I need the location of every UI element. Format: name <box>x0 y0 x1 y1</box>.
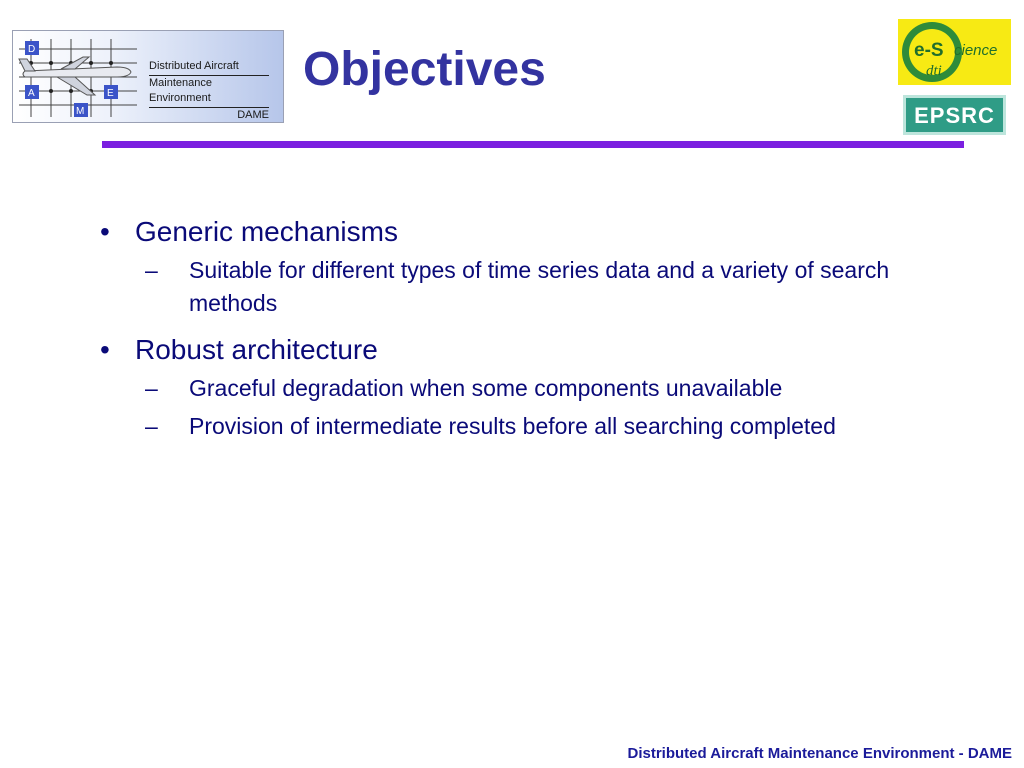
dame-grid-airplane-icon <box>17 37 145 119</box>
slide-title: Objectives <box>303 43 546 96</box>
epsrc-logo-text: EPSRC <box>914 103 995 128</box>
epsrc-logo <box>903 95 1006 135</box>
escience-logo-cience: cience <box>954 42 998 59</box>
bullet-text: Generic mechanisms <box>135 216 398 247</box>
escience-logo-e-s: e-S <box>914 40 944 61</box>
bullet-item <box>100 330 960 443</box>
title-divider <box>102 141 964 148</box>
bullet-item <box>100 212 960 320</box>
bullet-text: Robust architecture <box>135 334 378 365</box>
sub-bullet-item: – Provision of intermediate results before all searching completed <box>145 410 949 443</box>
logo-line-1: Distributed Aircraft <box>149 59 269 76</box>
sub-bullet-list <box>135 254 960 320</box>
sub-bullet-item: – Graceful degradation when some components unavailable <box>145 372 949 405</box>
dame-logo <box>12 30 284 123</box>
logo-letter-e: E <box>107 88 114 99</box>
escience-badge-icon <box>898 19 1011 85</box>
escience-logo <box>898 19 1011 85</box>
sub-bullet-item: – Suitable for different types of time series data and a variety of search methods <box>145 254 949 320</box>
bullet-list <box>100 212 960 448</box>
sub-bullet-list <box>135 372 960 443</box>
dame-logo-text <box>149 59 279 123</box>
logo-letter-m: M <box>76 106 85 117</box>
logo-letter-d: D <box>28 44 36 55</box>
slide-footer: Distributed Aircraft Maintenance Environment - DAME <box>627 745 1012 762</box>
logo-letter-a: A <box>28 88 35 99</box>
logo-line-3: DAME <box>237 109 269 121</box>
dti-text: dti <box>926 63 942 79</box>
logo-line-2: Maintenance Environment <box>149 76 269 108</box>
